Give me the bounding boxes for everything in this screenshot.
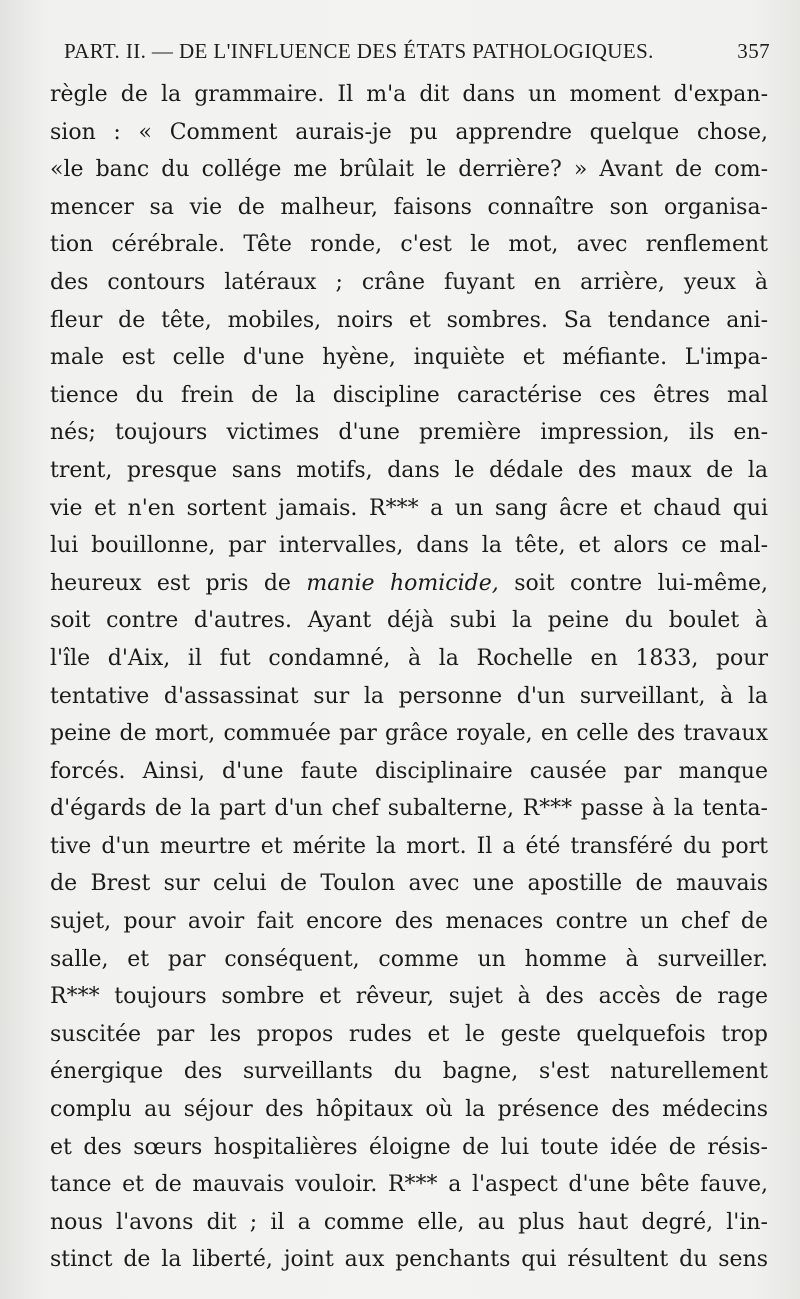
text-line: stinct de la liberté, joint aux penchants qui résultent du sens: [50, 1247, 768, 1273]
text-line: tion cérébrale. Tête ronde, c'est le mot, avec renflement: [50, 232, 768, 258]
text-line: vie et n'en sortent jamais. R*** a un sang âcre et chaud qui: [50, 495, 768, 521]
text-line: nés; toujours victimes d'une première impression, ils en-: [50, 420, 768, 446]
text-line: de Brest sur celui de Toulon avec une apostille de mauvais: [50, 871, 768, 897]
italic-phrase: manie homicide,: [306, 570, 499, 596]
text-segment: soit contre lui-même,: [498, 570, 768, 596]
text-line: peine de mort, commuée par grâce royale, en celle des travaux: [50, 721, 768, 747]
text-line: male est celle d'une hyène, inquiète et méfiante. L'impa-: [50, 345, 768, 371]
text-line: suscitée par les propos rudes et le geste quelquefois trop: [50, 1021, 768, 1047]
text-line: complu au séjour des hôpitaux où la présence des médecins: [50, 1097, 768, 1123]
text-line: des contours latéraux ; crâne fuyant en arrière, yeux à: [50, 269, 768, 295]
text-line: «le banc du collége me brûlait le derrière? » Avant de com-: [50, 157, 768, 183]
text-line: fleur de tête, mobiles, noirs et sombres. Sa tendance ani-: [50, 307, 768, 333]
text-line: R*** toujours sombre et rêveur, sujet à des accès de rage: [50, 984, 768, 1010]
text-line: soit contre d'autres. Ayant déjà subi la peine du boulet à: [50, 608, 768, 634]
text-line: tentative d'assassinat sur la personne d'un surveillant, à la: [50, 683, 768, 709]
text-line: énergique des surveillants du bagne, s'est naturellement: [50, 1059, 768, 1085]
text-line: forcés. Ainsi, d'une faute disciplinaire causée par manque: [50, 758, 768, 784]
text-line: lui bouillonne, par intervalles, dans la tête, et alors ce mal-: [50, 533, 768, 559]
body-text: [50, 76, 768, 1279]
running-head: [64, 36, 770, 66]
text-line: trent, presque sans motifs, dans le dédale des maux de la: [50, 457, 768, 483]
text-line: l'île d'Aix, il fut condamné, à la Rochelle en 1833, pour: [50, 645, 768, 671]
text-line: mencer sa vie de malheur, faisons connaître son organisa-: [50, 194, 768, 220]
page-number: 357: [737, 39, 770, 63]
text-line: et des sœurs hospitalières éloigne de lui toute idée de résis-: [50, 1134, 768, 1160]
text-line: tance et de mauvais vouloir. R*** a l'aspect d'une bête fauve,: [50, 1172, 768, 1198]
text-segment: heureux est pris de: [50, 570, 307, 596]
text-line: tience du frein de la discipline caractérise ces êtres mal: [50, 382, 768, 408]
text-line: règle de la grammaire. Il m'a dit dans un moment d'expan-: [50, 82, 768, 107]
text-line: sujet, pour avoir fait encore des menaces contre un chef de: [50, 909, 768, 935]
text-line: salle, et par conséquent, comme un homme à surveiller.: [50, 946, 768, 972]
text-line: d'égards de la part d'un chef subalterne, R*** passe à la tenta-: [50, 796, 768, 822]
text-line: nous l'avons dit ; il a comme elle, au plus haut degré, l'in-: [50, 1209, 768, 1235]
text-line: sion : « Comment aurais-je pu apprendre quelque chose,: [50, 119, 768, 145]
text-line: tive d'un meurtre et mérite la mort. Il a été transféré du port: [50, 833, 768, 859]
text-line: [50, 565, 768, 603]
running-head-title: PART. II. — DE L'INFLUENCE DES ÉTATS PATHOLOGIQUES.: [64, 39, 654, 63]
